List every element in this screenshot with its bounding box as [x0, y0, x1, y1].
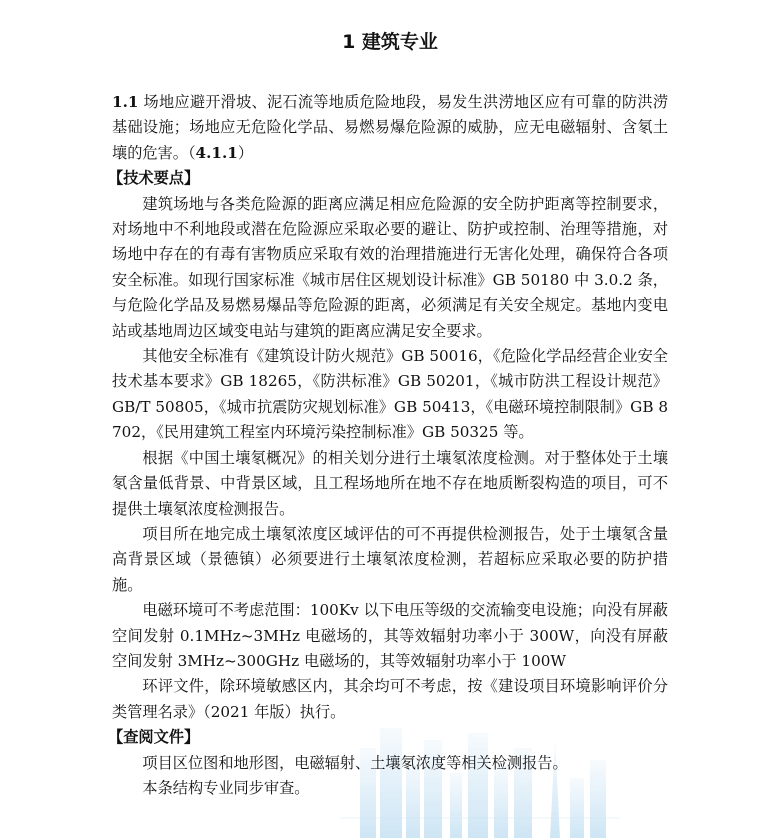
clause-text: 场地应避开滑坡、泥石流等地质危险地段，易发生洪涝地区应有可靠的防洪涝基础设施；场地应无危险化学品、易燃易爆危险源的威胁，应无电磁辐射、含氡土壤的危害。: [112, 93, 669, 162]
clause-ref-close: ）: [237, 143, 253, 162]
tech-points-heading: 【技术要点】: [108, 169, 200, 188]
tech-point-paragraph: 建筑场地与各类危险源的距离应满足相应危险源的安全防护距离等控制要求，对场地中不利地段或潜在危险源应采取必要的避让、防护或控制、治理等措施，对场地中存在的有毒有害物质应采取有效的治理措施进行无害化处理，确保符合各项安全标准。如现行国家标准《城市居住区规划设计标准》GB 50180 中 3.0.2 条，与危险化学品及易燃易爆品等危险源的距离，必须满足有关安全规定。基地内变电站或基地周边区域变电站与建筑的距离应满足安全要求。: [112, 194, 668, 340]
tech-point-paragraph: 项目所在地完成土壤氡浓度区域评估的可不再提供检测报告，处于土壤氡含量高背景区域（景德镇）必须要进行土壤氡浓度检测，若超标应采取必要的防护措施。: [112, 524, 668, 594]
tech-point-paragraph: 环评文件，除环境敏感区内，其余均可不考虑，按《建设项目环境影响评价分类管理名录》（2021 年版）执行。: [112, 677, 668, 721]
section-title: 1 建筑专业: [342, 31, 438, 53]
review-doc-paragraph: 本条结构专业同步审查。: [142, 778, 310, 797]
review-docs-heading: 【查阅文件】: [108, 728, 200, 747]
review-doc-paragraph: 项目区位图和地形图，电磁辐射、土壤氡浓度等相关检测报告。: [142, 753, 568, 772]
clause-1-1: [112, 90, 668, 166]
tech-point-paragraph: 电磁环境可不考虑范围：100Kv 以下电压等级的交流输变电设施；向没有屏蔽空间发射 0.1MHz~3MHz 电磁场的，其等效辐射功率小于 300W，向没有屏蔽空间发射 3MHz~300GHz 电磁场的，其等效辐射功率小于 100W: [112, 601, 668, 670]
clause-number: 1.1: [112, 93, 139, 111]
tech-point-paragraph: 根据《中国土壤氡概况》的相关划分进行土壤氡浓度检测。对于整体处于土壤氡含量低背景、中背景区域，且工程场地所在地不存在地质断裂构造的项目，可不提供土壤氡浓度检测报告。: [112, 448, 668, 518]
tech-point-paragraph: 其他安全标准有《建筑设计防火规范》GB 50016，《危险化学品经营企业安全技术基本要求》GB 18265，《防洪标准》GB 50201，《城市防洪工程设计规范》GB/T 50805，《城市抗震防灾规划标准》GB 50413，《电磁环境控制限制》GB 8702，《民用建筑工程室内环境污染控制标准》GB 50325 等。: [112, 347, 668, 442]
clause-ref-open: （: [187, 143, 196, 162]
clause-reference: 4.1.1: [195, 143, 238, 162]
